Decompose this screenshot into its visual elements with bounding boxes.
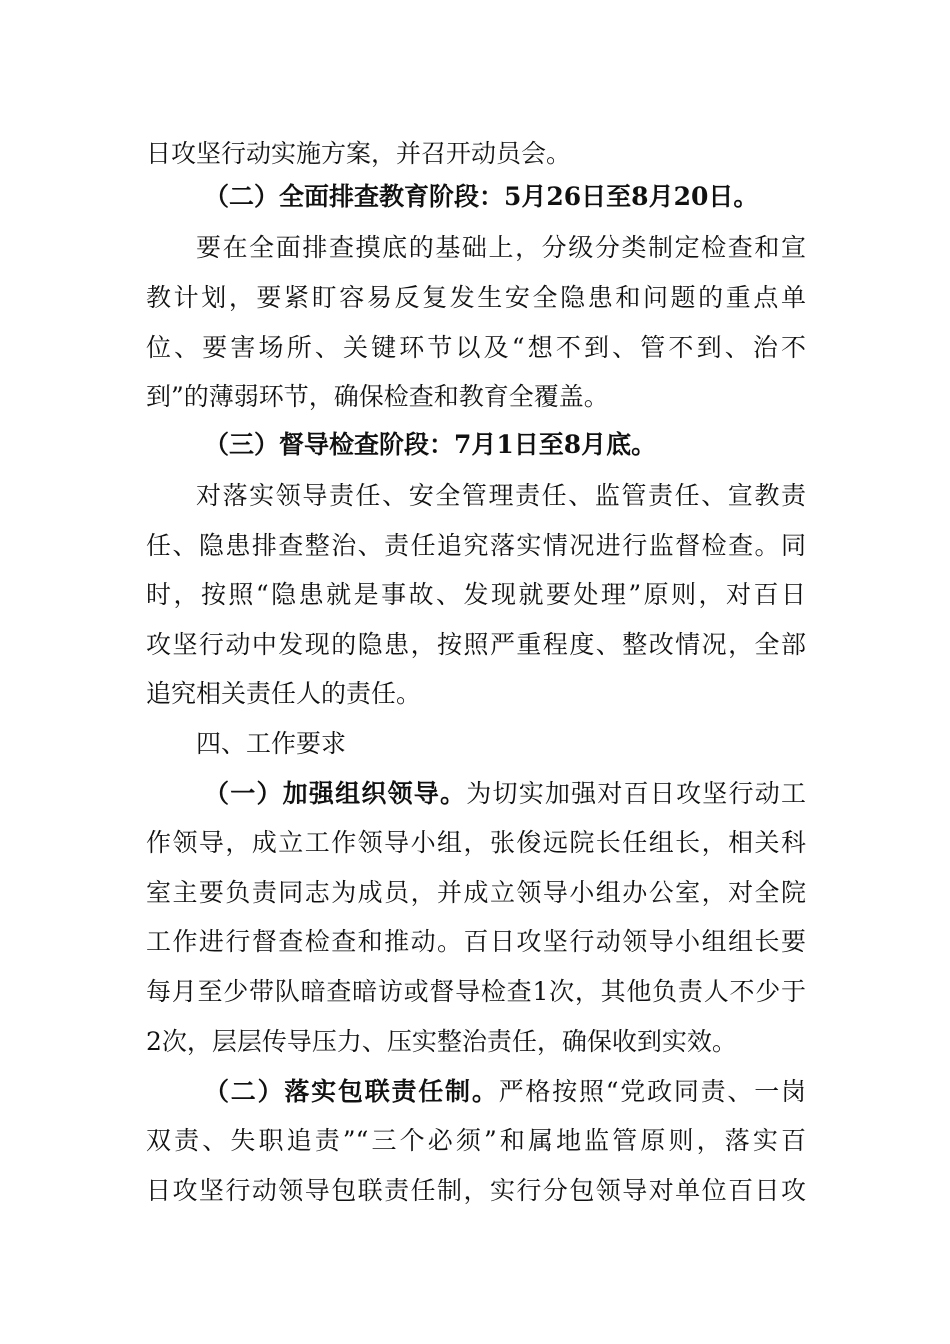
paragraph-line: 位、要害场所、关键环节以及“想不到、管不到、治不 [146,333,806,362]
paragraph-line: 每月至少带队暗查暗访或督导检查1次，其他负责人不少于 [146,977,806,1006]
paragraph-line: 作领导，成立工作领导小组，张俊远院长任组长，相关科 [146,828,806,857]
section-heading: （三）督导检查阶段：7月1日至8月底。 [204,430,657,459]
paragraph-line: 追究相关责任人的责任。 [146,679,422,708]
paragraph-text: 为切实加强对百日攻坚行动工 [466,779,806,808]
paragraph-line: 任、隐患排查整治、责任追究落实情况进行监督检查。同 [146,531,806,560]
paragraph-line [204,777,806,811]
paragraph-line: 室主要负责同志为成员，并成立领导小组办公室，对全院 [146,878,806,907]
section-heading: （二）全面排查教育阶段：5月26日至8月20日。 [204,182,759,211]
paragraph-line: 要在全面排查摸底的基础上，分级分类制定检查和宣 [196,233,806,262]
paragraph-line: 到”的薄弱环节，确保检查和教育全覆盖。 [146,382,609,411]
paragraph-line: 日攻坚行动实施方案，并召开动员会。 [146,139,572,168]
paragraph-line: 攻坚行动中发现的隐患，按照严重程度、整改情况，全部 [146,630,806,659]
paragraph-line: 工作进行督查检查和推动。百日攻坚行动领导小组组长要 [146,927,806,956]
paragraph-text: 严格按照“党政同责、一岗 [498,1077,806,1106]
paragraph-line: 对落实领导责任、安全管理责任、监管责任、宣教责 [196,481,806,510]
paragraph-line: 双责、失职追责”“三个必须”和属地监管原则，落实百 [146,1126,806,1155]
paragraph-line: 日攻坚行动领导包联责任制，实行分包领导对单位百日攻 [146,1176,806,1205]
paragraph-line: 时，按照“隐患就是事故、发现就要处理”原则，对百日 [146,580,806,609]
paragraph-line: 教计划，要紧盯容易反复发生安全隐患和问题的重点单 [146,283,806,312]
subsection-title: （二）落实包联责任制。 [204,1077,499,1106]
subsection-title: （一）加强组织领导。 [204,779,467,808]
paragraph-line [204,1075,806,1109]
paragraph-line: 2次，层层传导压力、压实整治责任，确保收到实效。 [146,1027,737,1056]
section-heading: 四、工作要求 [196,729,347,758]
